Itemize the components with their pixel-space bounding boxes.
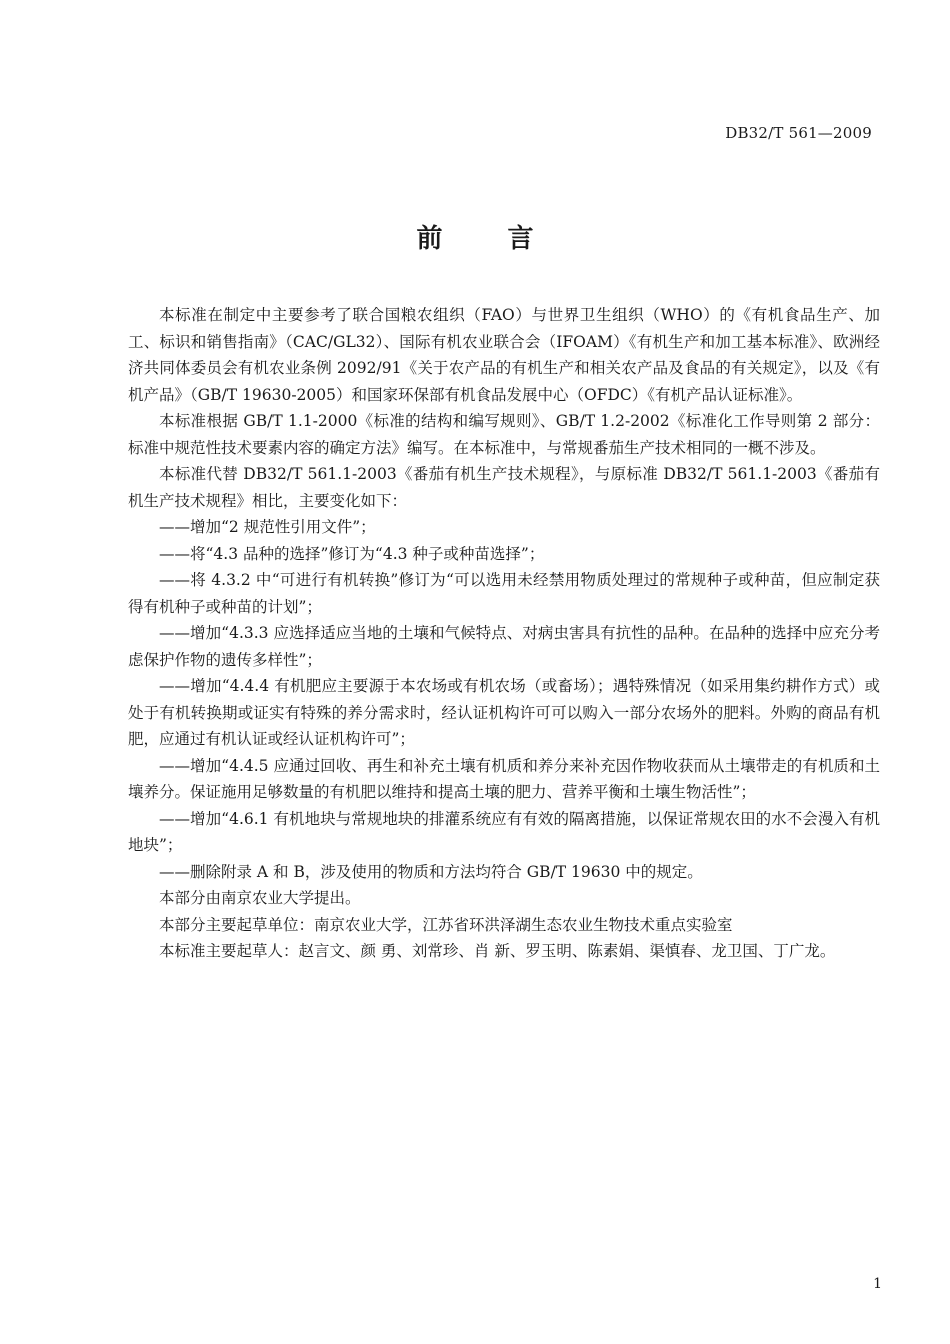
- paragraph: 本标准根据 GB/T 1.1-2000《标准的结构和编写规则》、GB/T 1.2-2002《标准化工作导则第 2 部分：标准中规范性技术要素内容的确定方法》编写。在本标准中，与常规番茄生产技术相同的一概不涉及。: [128, 412, 880, 457]
- page-title: 前 言: [416, 224, 562, 254]
- proposer-line: 本部分由南京农业大学提出。: [159, 889, 361, 907]
- change-item: ——增加“4.4.4 有机肥应主要源于本农场或有机农场（或畜场）；遇特殊情况（如采用集约耕作方式）或处于有机转换期或证实有特殊的养分需求时，经认证机构许可可以购入一部分农场外的肥料。外购的商品有机肥，应通过有机认证或经认证机构许可”；: [128, 677, 880, 748]
- document-code: DB32/T 561—2009: [725, 124, 872, 142]
- change-item: ——增加“4.4.5 应通过回收、再生和补充土壤有机质和养分来补充因作物收获而从土壤带走的有机质和土壤养分。保证施用足够数量的有机肥以维持和提高土壤的肥力、营养平衡和土壤生物活性”；: [128, 756, 880, 801]
- change-item: ——删除附录 A 和 B，涉及使用的物质和方法均符合 GB/T 19630 中的规定。: [159, 862, 703, 881]
- paragraph: 本标准在制定中主要参考了联合国粮农组织（FAO）与世界卫生组织（WHO）的《有机食品生产、加工、标识和销售指南》（CAC/GL32）、国际有机农业联合会（IFOAM）《有机生产和加工基本标准》、欧洲经济共同体委员会有机农业条例 2092/91《关于农产品的有机生产和相关农产品及食品的有关规定》，以及《有机产品》（GB/T 19630-2005）和国家环保部有机食品发展中心（OFDC）《有机产品认证标准》。: [128, 306, 880, 404]
- change-item: ——增加“4.6.1 有机地块与常规地块的排灌系统应有有效的隔离措施，以保证常规农田的水不会漫入有机地块”；: [128, 809, 880, 854]
- change-item: ——增加“2 规范性引用文件”；: [159, 518, 376, 536]
- change-item: ——将 4.3.2 中“可进行有机转换”修订为“可以选用未经禁用物质处理过的常规种子或种苗，但应制定获得有机种子或种苗的计划”；: [128, 571, 880, 616]
- paragraph: 本标准代替 DB32/T 561.1-2003《番茄有机生产技术规程》，与原标准 DB32/T 561.1-2003《番茄有机生产技术规程》相比，主要变化如下：: [128, 465, 880, 510]
- drafting-units-line: 本部分主要起草单位：南京农业大学，江苏省环洪泽湖生态农业生物技术重点实验室: [159, 915, 733, 934]
- drafters-line: 本标准主要起草人：赵言文、颜 勇、刘常珍、肖 新、罗玉明、陈素娟、渠慎春、龙卫国、丁广龙。: [159, 942, 836, 960]
- page-number: 1: [873, 1276, 882, 1292]
- change-item: ——增加“4.3.3 应选择适应当地的土壤和气候特点、对病虫害具有抗性的品种。在品种的选择中应充分考虑保护作物的遗传多样性”；: [128, 624, 880, 669]
- foreword-body: [128, 302, 880, 965]
- change-item: ——将“4.3 品种的选择”修订为“4.3 种子或种苗选择”；: [159, 544, 545, 563]
